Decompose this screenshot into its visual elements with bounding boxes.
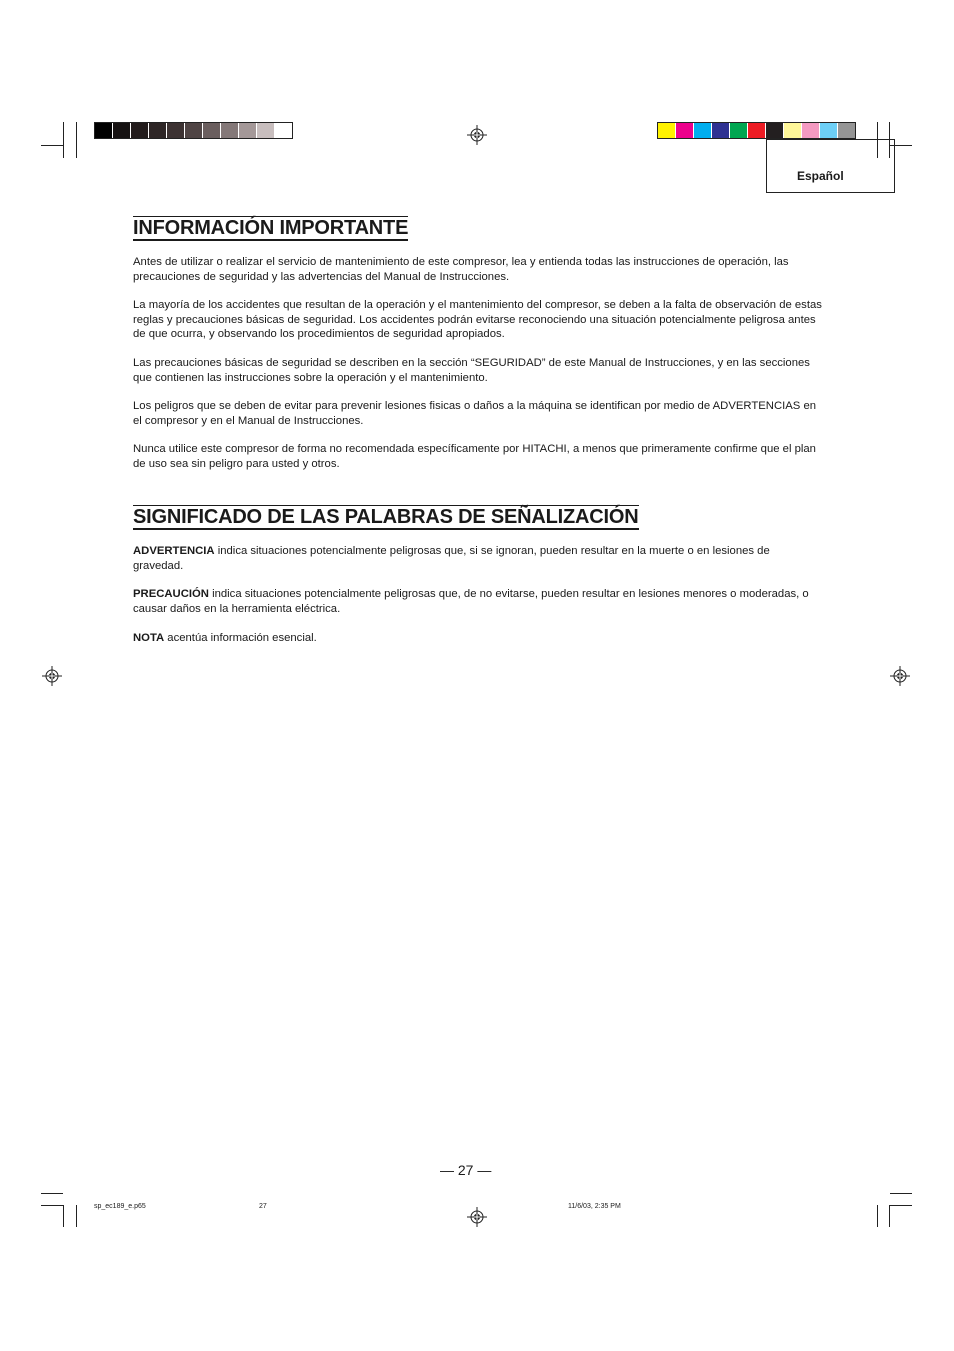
color-swatch [95, 123, 113, 138]
color-calibration-bar [657, 122, 856, 139]
paragraph: Los peligros que se deben de evitar para prevenir lesiones fisicas o daños a la máquina se identifican por medio de ADVERTENCIAS en el compresor y en el Manual de Instrucciones. [133, 400, 817, 427]
color-swatch [275, 123, 292, 138]
color-swatch [820, 123, 838, 138]
crop-mark [890, 1205, 912, 1206]
color-swatch [131, 123, 149, 138]
color-swatch [257, 123, 275, 138]
crop-mark [63, 122, 64, 158]
signal-description: acentúa información esencial. [164, 632, 317, 644]
crop-mark [76, 1205, 77, 1227]
color-swatch [658, 123, 676, 138]
signal-word-item [133, 631, 823, 646]
color-swatch [221, 123, 239, 138]
color-swatch [239, 123, 257, 138]
paragraph: Antes de utilizar o realizar el servicio de mantenimiento de este compresor, lea y entienda todas las instrucciones de operación, las precauciones de seguridad y las advertencias del Manual de Instrucciones. [133, 256, 789, 283]
signal-term: ADVERTENCIA [133, 545, 215, 557]
color-swatch [784, 123, 802, 138]
registration-mark-icon [467, 1207, 487, 1227]
signal-description: indica situaciones potencialmente peligrosas que, si se ignoran, pueden resultar en la muerte o en lesiones de gravedad. [133, 545, 770, 572]
crop-mark [41, 1205, 63, 1206]
gray-calibration-bar [94, 122, 293, 139]
footer-file-page: 27 [259, 1203, 267, 1210]
color-swatch [694, 123, 712, 138]
crop-mark [890, 1193, 912, 1194]
color-swatch [730, 123, 748, 138]
language-tab [766, 139, 895, 193]
language-label: Español [797, 169, 844, 183]
color-swatch [838, 123, 855, 138]
color-swatch [748, 123, 766, 138]
color-swatch [712, 123, 730, 138]
footer-timestamp: 11/6/03, 2:35 PM [568, 1203, 621, 1210]
color-swatch [185, 123, 203, 138]
paragraph: La mayoría de los accidentes que resultan de la operación y el mantenimiento del compresor, se deben a la falta de observación de estas reglas y precauciones básicas de seguridad. Los accidentes podrán evitarse reconociendo una situación potencialmente peligrosa antes de que ocurra, y observando los procedimientos de seguridad apropiados. [133, 299, 822, 340]
color-swatch [113, 123, 131, 138]
page-number: — 27 — [440, 1162, 492, 1178]
color-swatch [802, 123, 820, 138]
crop-mark [41, 1193, 63, 1194]
registration-mark-icon [890, 666, 910, 686]
signal-term: NOTA [133, 632, 165, 644]
color-swatch [203, 123, 221, 138]
color-swatch [766, 123, 784, 138]
section-title-signal-words: SIGNIFICADO DE LAS PALABRAS DE SEÑALIZACIÓN [133, 506, 639, 528]
color-swatch [167, 123, 185, 138]
signal-term: PRECAUCIÓN [133, 588, 209, 600]
crop-mark [41, 145, 63, 146]
paragraph: Las precauciones básicas de seguridad se describen en la sección “SEGURIDAD” de este Manual de Instrucciones, y en las secciones que contienen las instrucciones sobre la operación y el mantenimiento. [133, 357, 810, 384]
signal-word-item [133, 544, 823, 573]
crop-mark [63, 1205, 64, 1227]
color-swatch [676, 123, 694, 138]
crop-mark [76, 122, 77, 158]
signal-word-item [133, 587, 823, 616]
paragraph: Nunca utilice este compresor de forma no recomendada específicamente por HITACHI, a menos que primeramente confirme que el plan de uso sea sin peligro para usted y otros. [133, 443, 816, 470]
registration-mark-icon [467, 125, 487, 145]
crop-mark [889, 1205, 890, 1227]
registration-mark-icon [42, 666, 62, 686]
crop-mark [877, 1205, 878, 1227]
color-swatch [149, 123, 167, 138]
footer-file-name: sp_ec189_e.p65 [94, 1203, 146, 1210]
section-title-important-info: INFORMACIÓN IMPORTANTE [133, 217, 409, 239]
signal-description: indica situaciones potencialmente peligrosas que, de no evitarse, pueden resultar en lesiones menores o moderadas, o causar daños en la herramienta eléctrica. [133, 588, 809, 615]
